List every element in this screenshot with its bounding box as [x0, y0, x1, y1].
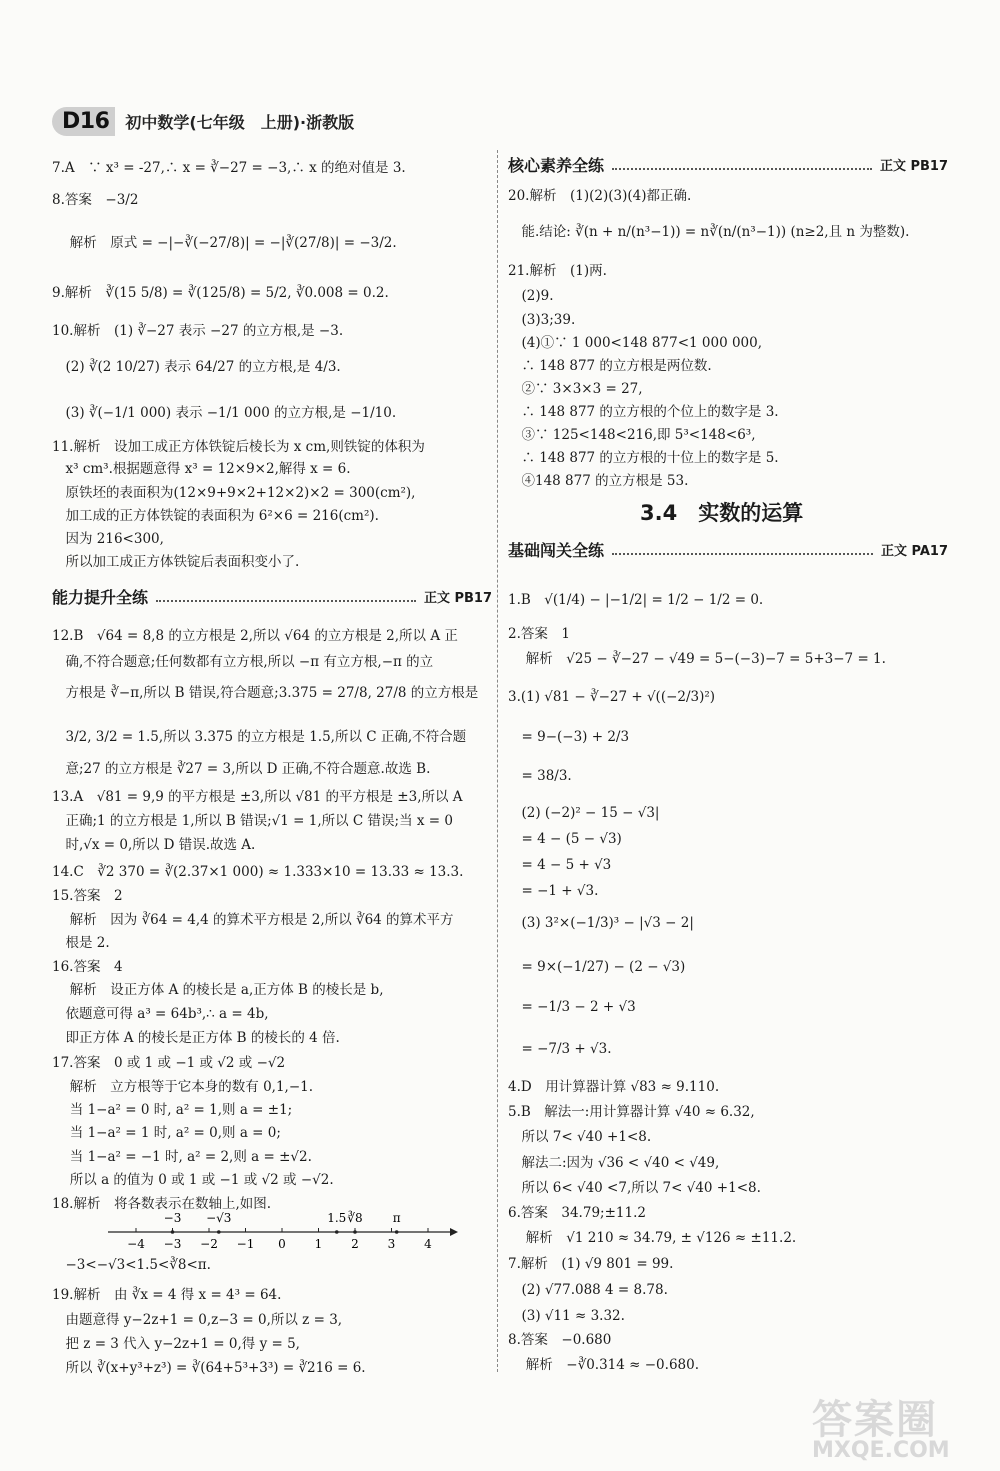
text-line: 解析 立方根等于它本身的数有 0,1,−1.: [52, 1079, 314, 1095]
text-line: 9.解析 ∛(15 5/8) = ∛(125/8) = 5/2, ∛0.008 = 0.2.: [52, 285, 389, 301]
text-line: 7.解析 (1) √9 801 = 99.: [508, 1256, 674, 1272]
watermark: 答案圈: [812, 1397, 938, 1443]
text-line: 3/2, 3/2 = 1.5,所以 3.375 的立方根是 1.5,所以 C 正确,不符合题: [52, 729, 467, 745]
dotted-leader: [612, 543, 873, 555]
point-label: −√3: [206, 1211, 232, 1225]
point-label: π: [392, 1211, 401, 1225]
text-line: 所以 ∛(x+y³+z³) = ∛(64+5³+3³) = ∛216 = 6.: [52, 1360, 366, 1376]
text-line: 7.A ∵ x³ = -27,∴ x = ∛−27 = −3,∴ x 的绝对值是 3.: [52, 160, 406, 176]
tick-label: −3: [163, 1237, 182, 1251]
text-line: 解析 √1 210 ≈ 34.79, ± √126 ≈ ±11.2.: [508, 1230, 797, 1246]
dotted-leader: [156, 590, 416, 602]
text-line: 8.答案 −0.680: [508, 1332, 612, 1348]
section-title: 能力提升全练: [52, 587, 149, 607]
text-line: 意;27 的立方根是 ∛27 = 3,所以 D 正确,不符合题意.故选 B.: [52, 761, 431, 777]
text-line: (3)3;39.: [508, 312, 576, 328]
text-line: 4.D 用计算器计算 √83 ≈ 9.110.: [508, 1079, 720, 1095]
text-line: 6.答案 34.79;±11.2: [508, 1205, 646, 1221]
text-line: ∴ 148 877 的立方根的十位上的数字是 5.: [508, 450, 779, 466]
text-line: 能.结论: ∛(n + n/(n³−1)) = n∛(n/(n³−1)) (n≥2,且 n 为整数).: [508, 224, 910, 240]
text-line: 即正方体 A 的棱长是正方体 B 的棱长的 4 倍.: [52, 1030, 340, 1046]
text-line: 所以 6< √40 <7,所以 7< √40 +1<8.: [508, 1180, 761, 1196]
text-line: 10.解析 (1) ∛−27 表示 −27 的立方根,是 −3.: [52, 323, 344, 339]
tick-label: 0: [278, 1237, 286, 1251]
text-line: = 9−(−3) + 2/3: [508, 729, 630, 745]
text-line: 12.B √64 = 8,8 的立方根是 2,所以 √64 的立方根是 2,所以 A 正: [52, 628, 458, 644]
text-line: 正确;1 的立方根是 1,所以 B 错误;√1 = 1,所以 C 错误;当 x = 0: [52, 813, 453, 829]
dotted-leader: [612, 158, 872, 170]
point-marker: [395, 1230, 399, 1234]
text-line: = 38/3.: [508, 768, 572, 784]
page-label: D16: [52, 107, 115, 136]
section-ref: 正文 PB17: [423, 590, 492, 606]
text-line: 解析 因为 ∛64 = 4,4 的算术平方根是 2,所以 ∛64 的算术平方: [52, 912, 454, 928]
text-line: 所以 7< √40 +1<8.: [508, 1129, 652, 1145]
text-line: 16.答案 4: [52, 959, 123, 975]
point-label: 1.5: [327, 1211, 347, 1225]
text-line: 13.A √81 = 9,9 的平方根是 ±3,所以 √81 的平方根是 ±3,所以 A: [52, 789, 463, 805]
point-marker: [171, 1230, 175, 1234]
text-line: 根是 2.: [52, 935, 110, 951]
text-line: 18.解析 将各数表示在数轴上,如图.: [52, 1196, 272, 1212]
text-line: 加工成的正方体铁锭的表面积为 6²×6 = 216(cm²).: [52, 508, 379, 524]
text-line: ∴ 148 877 的立方根是两位数.: [508, 358, 712, 374]
point-marker: [217, 1230, 221, 1234]
text-line: 所以 a 的值为 0 或 1 或 −1 或 √2 或 −√2.: [52, 1172, 334, 1188]
section-ref: 正文 PA17: [880, 543, 948, 559]
text-line: ②∵ 3×3×3 = 27,: [508, 381, 643, 397]
text-line: 时,√x = 0,所以 D 错误.故选 A.: [52, 837, 256, 853]
text-line: 把 z = 3 代入 y−2z+1 = 0,得 y = 5,: [52, 1336, 300, 1352]
text-line: 21.解析 (1)两.: [508, 263, 607, 279]
tick-label: 4: [424, 1237, 432, 1251]
text-line: 解析 设正方体 A 的棱长是 a,正方体 B 的棱长是 b,: [52, 982, 384, 998]
point-marker: [335, 1230, 339, 1234]
book-title: 初中数学(七年级 上册)·浙教版: [125, 112, 355, 132]
text-line: 解析 √25 − ∛−27 − √49 = 5−(−3)−7 = 5+3−7 = 1.: [508, 651, 886, 667]
text-line: 依题意可得 a³ = 64b³,∴ a = 4b,: [52, 1006, 269, 1022]
text-line: 1.B √(1/4) − |−1/2| = 1/2 − 1/2 = 0.: [508, 592, 764, 608]
text-line: = 9×(−1/27) − (2 − √3): [508, 959, 686, 975]
point-label: −3: [163, 1211, 182, 1225]
text-line: 因为 216<300,: [52, 531, 164, 547]
text-line: x³ cm³.根据题意得 x³ = 12×9×2,解得 x = 6.: [52, 461, 351, 477]
text-line: 当 1−a² = 1 时, a² = 0,则 a = 0;: [52, 1125, 281, 1141]
tick-label: −1: [236, 1237, 255, 1251]
text-line: ∴ 148 877 的立方根的个位上的数字是 3.: [508, 404, 779, 420]
text-line: (2) (−2)² − 15 − √3|: [508, 805, 660, 821]
text-line: 解析 原式 = −|−∛(−27/8)| = −|∛(27/8)| = −3/2.: [52, 235, 397, 251]
section-header-basic: [508, 537, 948, 561]
tick-label: −4: [127, 1237, 145, 1251]
text-line: (4)①∵ 1 000<148 877<1 000 000,: [508, 335, 763, 351]
section-title: 核心素养全练: [508, 155, 605, 175]
text-line: 3.(1) √81 − ∛−27 + √((−2/3)²): [508, 689, 716, 705]
number-line: [100, 1208, 460, 1254]
text-line: (2) √77.088 4 = 8.78.: [508, 1282, 668, 1298]
text-line: 14.C ∛2 370 = ∛(2.37×1 000) ≈ 1.333×10 = 13.33 ≈ 13.3.: [52, 864, 464, 880]
text-line: 11.解析 设加工成正方体铁锭后棱长为 x cm,则铁锭的体积为: [52, 439, 425, 455]
text-line: (2)9.: [508, 288, 554, 304]
text-line: −3<−√3<1.5<∛8<π.: [52, 1257, 211, 1273]
text-line: ③∵ 125<148<216,即 5³<148<6³,: [508, 427, 756, 443]
text-line: 解析 −∛0.314 ≈ −0.680.: [508, 1357, 699, 1373]
arrow-icon: [450, 1228, 458, 1236]
point-marker: [353, 1230, 357, 1234]
section-header-ability: [52, 584, 492, 608]
text-line: (3) √11 ≈ 3.32.: [508, 1308, 625, 1324]
text-line: = −1/3 − 2 + √3: [508, 999, 636, 1015]
section-header-core: [508, 152, 948, 176]
watermark-url: MXQE.COM: [812, 1438, 950, 1463]
text-line: 19.解析 由 ∛x = 4 得 x = 4³ = 64.: [52, 1287, 282, 1303]
tick-label: 3: [387, 1237, 396, 1251]
text-line: = −7/3 + √3.: [508, 1041, 612, 1057]
section-ref: 正文 PB17: [879, 158, 948, 174]
text-line: 17.答案 0 或 1 或 −1 或 √2 或 −√2: [52, 1055, 286, 1071]
chapter-title: 3.4 实数的运算: [640, 501, 804, 525]
text-line: ④148 877 的立方根是 53.: [508, 473, 689, 489]
text-line: = −1 + √3.: [508, 883, 599, 899]
text-line: = 4 − 5 + √3: [508, 857, 612, 873]
tick-label: −2: [200, 1237, 218, 1251]
text-line: 原铁坯的表面积为(12×9+9×2+12×2)×2 = 300(cm²),: [52, 485, 416, 501]
text-line: 解法二:因为 √36 < √40 < √49,: [508, 1155, 720, 1171]
text-line: 15.答案 2: [52, 888, 123, 904]
tick-label: 2: [351, 1237, 359, 1251]
text-line: (2) ∛(2 10/27) 表示 64/27 的立方根,是 4/3.: [52, 359, 341, 375]
text-line: 当 1−a² = 0 时, a² = 1,则 a = ±1;: [52, 1102, 293, 1118]
text-line: 2.答案 1: [508, 626, 570, 642]
text-line: 5.B 解法一:用计算器计算 √40 ≈ 6.32,: [508, 1104, 755, 1120]
column-divider: [497, 150, 498, 1372]
text-line: = 4 − (5 − √3): [508, 831, 622, 847]
text-line: 20.解析 (1)(2)(3)(4)都正确.: [508, 188, 692, 204]
point-label: ∛8: [347, 1211, 363, 1225]
text-line: 8.答案 −3/2: [52, 192, 139, 208]
page-header: [52, 104, 354, 138]
text-line: 由题意得 y−2z+1 = 0,z−3 = 0,所以 z = 3,: [52, 1312, 343, 1328]
tick-label: 1: [314, 1237, 323, 1251]
section-title: 基础闯关全练: [508, 540, 605, 560]
text-line: (3) ∛(−1/1 000) 表示 −1/1 000 的立方根,是 −1/10.: [52, 405, 397, 421]
text-line: 方根是 ∛−π,所以 B 错误,符合题意;3.375 = 27/8, 27/8 的立方根是: [52, 685, 479, 701]
text-line: (3) 3²×(−1/3)³ − |√3 − 2|: [508, 915, 694, 931]
text-line: 所以加工成正方体铁锭后表面积变小了.: [52, 554, 300, 570]
text-line: 确,不符合题意;任何数都有立方根,所以 −π 有立方根,−π 的立: [52, 654, 434, 670]
text-line: 当 1−a² = −1 时, a² = 2,则 a = ±√2.: [52, 1149, 312, 1165]
